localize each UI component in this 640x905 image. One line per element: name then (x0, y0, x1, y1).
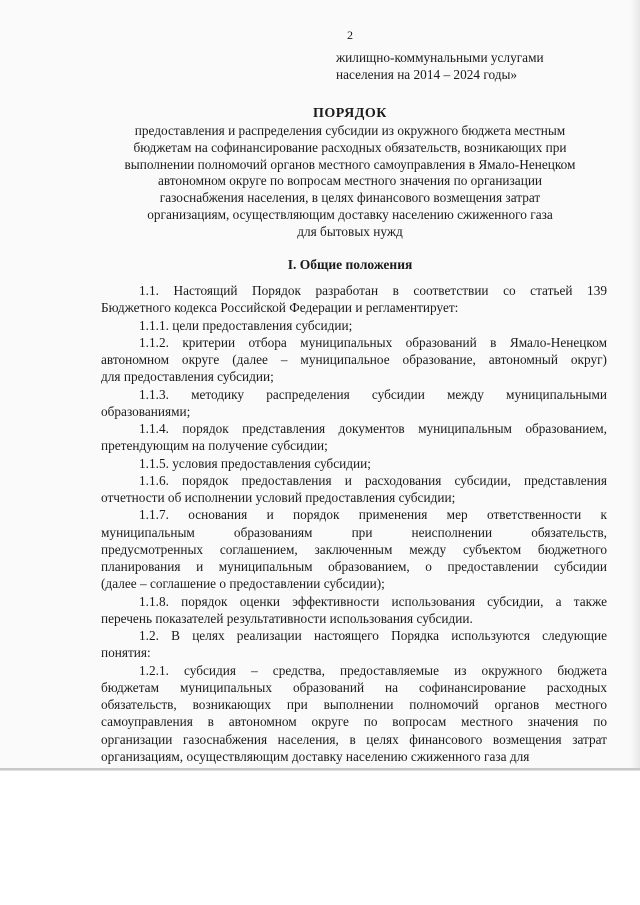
paragraph (101, 455, 607, 472)
paragraph-line: 1.2.1. субсидия – средства, предоставляемые из окружного бюджета (139, 662, 607, 678)
page-number: 2 (347, 28, 353, 42)
paragraph-line: понятия: (101, 645, 151, 661)
paragraph-line: 1.1.5. условия предоставления субсидии; (139, 455, 371, 471)
paragraph-line: для предоставления субсидии; (101, 369, 274, 385)
paragraph-line: 1.1.3. методику распределения субсидии между муниципальными (139, 386, 607, 402)
paragraph-line: 1.1.4. порядок представления документов муниципальным образованием, (139, 421, 607, 436)
paragraph-line: 1.2. В целях реализации настоящего Порядка используются следующие (139, 628, 607, 643)
subtitle-line: предоставления и распределения субсидии из окружного бюджета местным (134, 123, 566, 138)
paragraph (101, 593, 607, 628)
paragraph-line: предусмотренных соглашением, заключенным между субъектом бюджетного (101, 541, 607, 557)
subtitle-line: организациям, осуществляющим доставку населению сжиженного газа (147, 206, 553, 222)
document-subtitle (100, 123, 600, 241)
paragraph (101, 317, 607, 334)
paragraph-line: образованиями; (101, 403, 191, 419)
header-reference (336, 49, 544, 83)
document-body (101, 282, 607, 765)
header-reference-line: населения на 2014 – 2024 годы» (336, 67, 518, 82)
paragraph-line: отчетности об исполнении условий предоставления субсидии; (101, 490, 456, 505)
paragraph-line: 1.1.2. критерии отбора муниципальных образований в Ямало-Ненецком (139, 334, 607, 350)
document-title: ПОРЯДОК (313, 106, 387, 121)
paragraph (101, 472, 607, 507)
paragraph-line: 1.1.6. порядок предоставления и расходования субсидии, представления (139, 472, 607, 488)
subtitle-line: выполнении полномочий органов местного самоуправления в Ямало-Ненецком (124, 156, 576, 172)
paragraph-line: организациям, осуществляющим доставку населению сжиженного газа для (101, 748, 530, 764)
paragraph (101, 386, 607, 421)
paragraph-line: перечень показателей результативности использования субсидии. (101, 610, 473, 626)
paragraph (101, 334, 607, 386)
subtitle-line: для бытовых нужд (297, 223, 403, 239)
paragraph (101, 420, 607, 455)
section-heading: I. Общие положения (287, 257, 413, 272)
paragraph-line: бюджетам муниципальных образований на софинансирование расходных (101, 679, 607, 695)
paragraph-line: 1.1.7. основания и порядок применения мер ответственности к (139, 507, 607, 523)
paragraph-line: Бюджетного кодекса Российской Федерации и регламентирует: (101, 300, 459, 316)
paragraph (101, 627, 607, 662)
paragraph-line: 1.1.8. порядок оценки эффективности использования субсидии, а также (139, 593, 607, 609)
paragraph-line: обязательств, возникающих при выполнении полномочий органов местного (101, 697, 607, 712)
header-reference-line: жилищно-коммунальными услугами (336, 50, 544, 65)
paragraph-line: самоуправления в автономном округе по вопросам местного значения по (101, 714, 607, 730)
paragraph-line: муниципальным образованиям при неисполнении обязательств, (101, 524, 607, 540)
paragraph (101, 282, 607, 317)
paragraph-line: автономном округе (далее – муниципальное образование, автономный округ) (101, 352, 607, 367)
paragraph-line: организации газоснабжения населения, в целях финансового возмещения затрат (101, 731, 607, 747)
paragraph (101, 506, 607, 592)
paragraph (101, 662, 607, 766)
paragraph-line: претендующим на получение субсидии; (101, 438, 328, 454)
subtitle-line: автономном округе по вопросам местного значения по организации (157, 173, 543, 189)
paragraph-line: (далее – соглашение о предоставлении субсидии); (101, 576, 385, 592)
paragraph-line: планирования и муниципальным образованием, о предоставлении субсидии (101, 559, 607, 574)
paragraph-line: 1.1.1. цели предоставления субсидии; (139, 317, 353, 333)
subtitle-line: бюджетам на софинансирование расходных обязательств, возникающих при (133, 139, 567, 155)
paragraph-line: 1.1. Настоящий Порядок разработан в соответствии со статьей 139 (139, 283, 607, 298)
subtitle-line: газоснабжения населения, в целях финансового возмещения затрат (159, 190, 541, 206)
